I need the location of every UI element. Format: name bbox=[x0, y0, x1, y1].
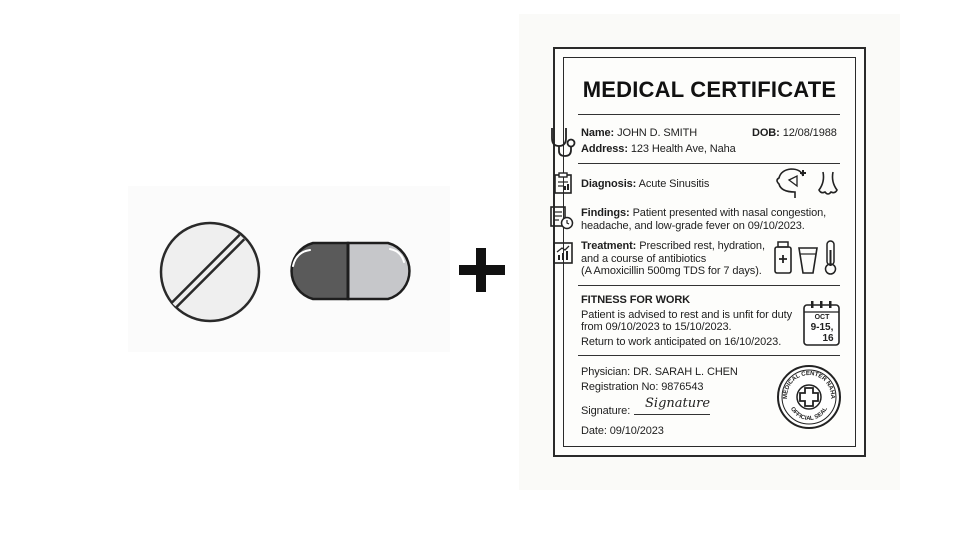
findings-line-2: headache, and low-grade fever on 09/10/2023. bbox=[581, 220, 805, 232]
registration-number: Registration No: 9876543 bbox=[581, 381, 704, 393]
divider bbox=[578, 114, 840, 115]
fitness-line-1: Patient is advised to rest and is unfit for duty bbox=[581, 309, 793, 321]
nose-icon bbox=[819, 172, 837, 194]
medicine-bottle-icon bbox=[775, 242, 791, 273]
calendar-days-1: 9-15, bbox=[810, 322, 834, 333]
fitness-heading: FITNESS FOR WORK bbox=[581, 294, 691, 306]
seal-top-text: MEDICAL CENTER NAHA bbox=[782, 370, 836, 400]
calendar-icon bbox=[802, 300, 842, 348]
calendar-days-2: 16 bbox=[822, 333, 834, 344]
trend-chart-icon bbox=[552, 241, 574, 265]
capsule-icon bbox=[292, 243, 410, 299]
face-profile-icon bbox=[777, 169, 806, 198]
certificate-title: MEDICAL CERTIFICATE bbox=[582, 77, 837, 102]
plus-icon bbox=[456, 246, 508, 294]
divider bbox=[578, 355, 840, 356]
fitness-line-3: Return to work anticipated on 16/10/2023. bbox=[581, 336, 782, 348]
patient-name: Name: JOHN D. SMITH bbox=[581, 127, 698, 139]
signature-line bbox=[634, 414, 710, 415]
patient-dob: DOB: 12/08/1988 bbox=[752, 127, 837, 139]
glass-icon bbox=[799, 248, 817, 273]
clipboard-icon bbox=[553, 172, 573, 194]
physician-name: Physician: DR. SARAH L. CHEN bbox=[581, 366, 738, 378]
diagnosis: Diagnosis: Acute Sinusitis bbox=[581, 178, 710, 190]
thermometer-icon bbox=[826, 241, 836, 274]
treatment-line-2: and a course of antibiotics bbox=[581, 253, 707, 265]
treatment-line-3: (A Amoxicillin 500mg TDS for 7 days). bbox=[581, 265, 762, 277]
certificate-date: Date: 09/10/2023 bbox=[581, 425, 664, 437]
signature-label: Signature: bbox=[581, 405, 631, 417]
treatment-line-1: Treatment: Prescribed rest, hydration, bbox=[581, 240, 765, 252]
signature-script: Signature bbox=[645, 396, 711, 411]
findings-report-icon bbox=[549, 205, 575, 231]
face-nose-illustration bbox=[773, 166, 841, 200]
official-seal bbox=[776, 364, 842, 430]
divider bbox=[578, 285, 840, 286]
stethoscope-icon bbox=[546, 124, 580, 158]
pills-illustration bbox=[128, 186, 428, 352]
calendar-month: OCT bbox=[814, 314, 830, 321]
seal-bottom-text: OFFICIAL SEAL bbox=[788, 406, 830, 423]
tablet-pill-icon bbox=[161, 223, 259, 321]
treatment-illustration bbox=[773, 238, 843, 276]
findings-line-1: Findings: Patient presented with nasal congestion, bbox=[581, 207, 827, 219]
divider bbox=[578, 163, 840, 164]
patient-address: Address: 123 Health Ave, Naha bbox=[581, 143, 736, 155]
fitness-line-2: from 09/10/2023 to 15/10/2023. bbox=[581, 321, 732, 333]
